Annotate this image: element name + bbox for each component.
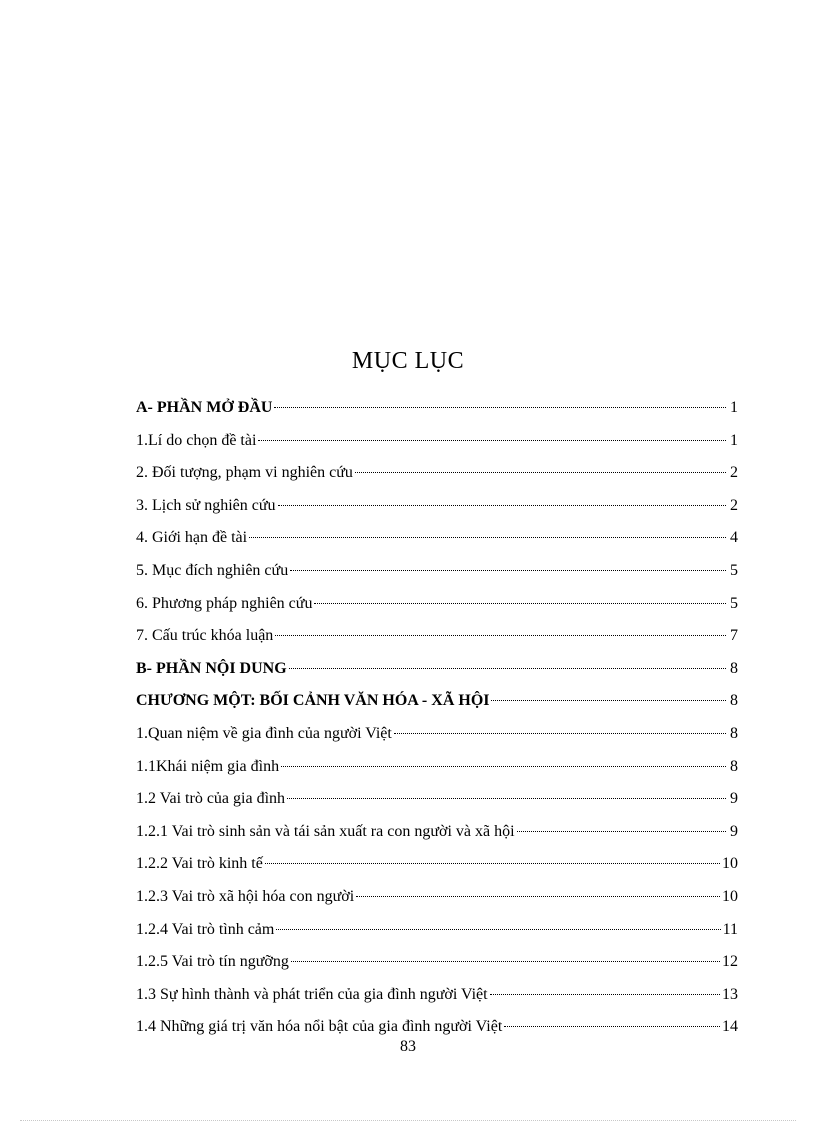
toc-entry-label: 1.1Khái niệm gia đình bbox=[136, 757, 280, 775]
toc-entry-page-number: 7 bbox=[730, 627, 738, 645]
toc-entry-page-number: 13 bbox=[722, 985, 738, 1003]
toc-entry-page-number: 5 bbox=[730, 561, 738, 579]
toc-entry-page-number: 8 bbox=[730, 724, 738, 742]
toc-dot-leader bbox=[355, 472, 726, 473]
toc-entry-label: CHƯƠNG MỘT: BỐI CẢNH VĂN HÓA - XÃ HỘI bbox=[136, 692, 490, 710]
toc-dot-leader bbox=[274, 407, 726, 408]
toc-entry-page-number: 8 bbox=[730, 659, 738, 677]
toc-entry-label: 1.3 Sự hình thành và phát triển của gia đình người Việt bbox=[136, 985, 488, 1003]
toc-entry bbox=[136, 588, 738, 621]
toc-dot-leader bbox=[356, 896, 720, 897]
toc-entry-page-number: 10 bbox=[722, 887, 738, 905]
page-title: MỤC LỤC bbox=[351, 348, 465, 374]
toc-dot-leader bbox=[249, 537, 726, 538]
toc-entry-label: 7. Cấu trúc khóa luận bbox=[136, 627, 274, 645]
toc-entry-page-number: 14 bbox=[722, 1018, 738, 1036]
toc-entry bbox=[136, 392, 738, 425]
toc-dot-leader bbox=[504, 1026, 720, 1027]
toc-entry bbox=[136, 653, 738, 686]
toc-entry-label: B- PHẦN NỘI DUNG bbox=[136, 659, 287, 677]
toc-entry-label: 1.2 Vai trò của gia đình bbox=[136, 790, 286, 808]
toc-dot-leader bbox=[258, 440, 726, 441]
page-number: 83 bbox=[400, 1038, 416, 1055]
toc-entry bbox=[136, 751, 738, 784]
toc-entry bbox=[136, 848, 738, 881]
toc-entry bbox=[136, 783, 738, 816]
toc-entry bbox=[136, 522, 738, 555]
toc-entry-page-number: 4 bbox=[730, 529, 738, 547]
toc-entry-page-number: 11 bbox=[722, 920, 738, 938]
toc-entry-page-number: 2 bbox=[730, 496, 738, 514]
toc-dot-leader bbox=[291, 961, 720, 962]
toc-dot-leader bbox=[265, 863, 720, 864]
toc-entry-page-number: 1 bbox=[730, 431, 738, 449]
toc-entry bbox=[136, 490, 738, 523]
toc-entry bbox=[136, 979, 738, 1012]
toc-dot-leader bbox=[314, 603, 726, 604]
toc-entry-label: 1.2.1 Vai trò sinh sản và tái sản xuất ra con người và xã hội bbox=[136, 822, 515, 840]
toc-entry bbox=[136, 816, 738, 849]
toc-entry-page-number: 2 bbox=[730, 464, 738, 482]
toc-dot-leader bbox=[289, 668, 726, 669]
toc-entry bbox=[136, 881, 738, 914]
toc-entry bbox=[136, 914, 738, 947]
toc-entry-page-number: 12 bbox=[722, 953, 738, 971]
toc-dot-leader bbox=[517, 831, 726, 832]
toc-entry-label: 5. Mục đích nghiên cứu bbox=[136, 561, 289, 579]
toc-entry bbox=[136, 457, 738, 490]
toc-entry-label: 1.2.4 Vai trò tình cảm bbox=[136, 920, 275, 938]
toc-entry bbox=[136, 620, 738, 653]
toc-entry-label: 1.Lí do chọn đề tài bbox=[136, 431, 257, 449]
toc-dot-leader bbox=[276, 929, 720, 930]
toc-entry-page-number: 5 bbox=[730, 594, 738, 612]
toc-entry-page-number: 8 bbox=[730, 757, 738, 775]
toc-dot-leader bbox=[287, 798, 726, 799]
toc-entry-page-number: 9 bbox=[730, 790, 738, 808]
toc-dot-leader bbox=[281, 766, 726, 767]
toc-entry-label: 1.2.2 Vai trò kinh tế bbox=[136, 855, 263, 873]
toc-entry-page-number: 8 bbox=[730, 692, 738, 710]
toc-dot-leader bbox=[490, 994, 720, 995]
toc-entry-page-number: 9 bbox=[730, 822, 738, 840]
toc-entry bbox=[136, 555, 738, 588]
table-of-contents bbox=[136, 392, 738, 1044]
toc-entry-label: 4. Giới hạn đề tài bbox=[136, 529, 248, 547]
toc-entry-page-number: 10 bbox=[722, 855, 738, 873]
toc-entry-label: 3. Lịch sử nghiên cứu bbox=[136, 496, 276, 514]
toc-entry-page-number: 1 bbox=[730, 399, 738, 416]
toc-dot-leader bbox=[491, 700, 726, 701]
toc-entry-label: 2. Đối tượng, phạm vi nghiên cứu bbox=[136, 464, 353, 482]
toc-dot-leader bbox=[394, 733, 726, 734]
toc-entry bbox=[136, 946, 738, 979]
toc-entry-label: 1.4 Những giá trị văn hóa nổi bật của gia đình người Việt bbox=[136, 1018, 503, 1036]
toc-entry-label: 1.2.5 Vai trò tín ngưỡng bbox=[136, 953, 289, 971]
toc-entry-label: 6. Phương pháp nghiên cứu bbox=[136, 594, 313, 612]
toc-dot-leader bbox=[278, 505, 726, 506]
toc-entry-label: 1.Quan niệm về gia đình của người Việt bbox=[136, 724, 392, 742]
toc-dot-leader bbox=[290, 570, 726, 571]
toc-dot-leader bbox=[275, 635, 726, 636]
toc-entry-label: A- PHẦN MỞ ĐẦU bbox=[136, 399, 273, 416]
toc-entry bbox=[136, 425, 738, 458]
toc-entry bbox=[136, 685, 738, 718]
toc-entry-label: 1.2.3 Vai trò xã hội hóa con người bbox=[136, 887, 355, 905]
toc-entry bbox=[136, 718, 738, 751]
page-bottom-divider bbox=[20, 1120, 796, 1121]
